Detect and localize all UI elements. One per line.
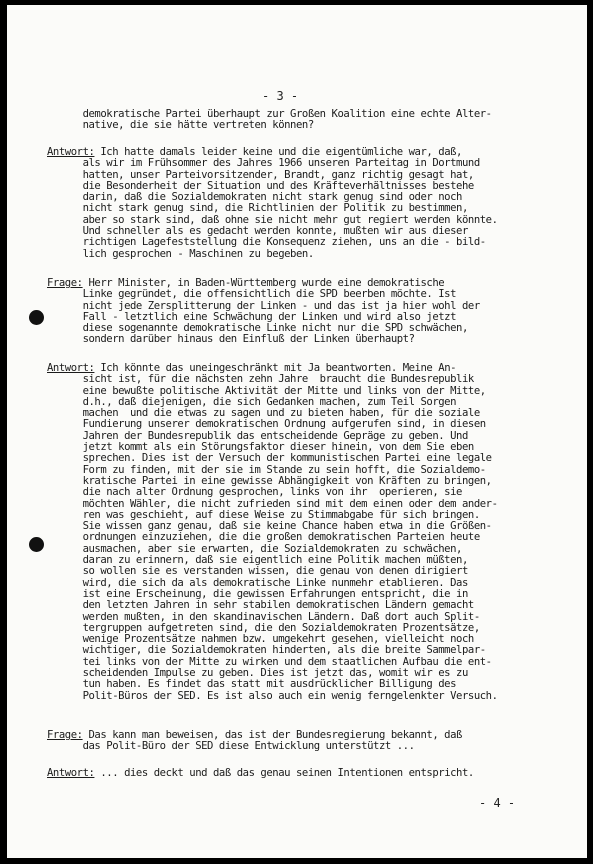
line-text: scheidenden Impulse zu geben. Dies ist jetzt das, womit wir es zu bbox=[47, 667, 468, 680]
line-text: Fundierung unserer demokratischen Ordnung aufgerufen sind, in diesen bbox=[47, 418, 486, 431]
line-text: den letzten Jahren in sehr stabilen demokratischen Ländern gemacht bbox=[47, 599, 474, 612]
speaker-label: Frage: bbox=[47, 277, 83, 289]
line-text: aber so stark sind, daß ohne sie nicht mehr gut regiert werden könnte. bbox=[47, 213, 498, 226]
line-text: ordnungen einzuziehen, die die großen demokratischen Parteien heute bbox=[47, 531, 480, 544]
line-text: Form zu finden, mit der sie im Stande zu sein hofft, die Sozialdemo- bbox=[47, 463, 486, 476]
line-text: sicht ist, für die nächsten zehn Jahre braucht die Bundesrepublik bbox=[47, 373, 474, 386]
line-text: als wir im Frühsommer des Jahres 1966 unseren Parteitag in Dortmund bbox=[47, 157, 480, 170]
line-text: Polit-Büros der SED. Es ist also auch ein wenig ferngelenkter Versuch. bbox=[47, 689, 498, 702]
line-text: wird, die sich da als demokratische Linke nunmehr etablieren. Das bbox=[47, 576, 468, 589]
section-answer-3 bbox=[47, 768, 567, 779]
line-text: tei links von der Mitte zu wirken und dem staatlichen Aufbau die ent- bbox=[47, 655, 492, 668]
section-answer-2 bbox=[47, 363, 567, 702]
text-line bbox=[47, 768, 567, 779]
page-number-top: - 3 - bbox=[262, 89, 299, 103]
line-text: die Besonderheit der Situation und des Kräfteverhältnisses bestehe bbox=[47, 179, 474, 192]
line-text: ist eine Erscheinung, die gewissen Erfahrungen entspricht, die in bbox=[47, 587, 468, 600]
line-text: Sie wissen ganz genau, daß sie keine Chance haben etwa in die Größen- bbox=[47, 520, 492, 533]
punch-hole-bottom bbox=[29, 537, 44, 552]
line-text: richtigen Lagefeststellung die Konsequenz ziehen, uns an die - bild- bbox=[47, 236, 486, 249]
page-number-bottom: - 4 - bbox=[479, 796, 516, 810]
text-line bbox=[47, 691, 567, 702]
section-question-3 bbox=[47, 730, 567, 753]
line-text: demokratische Partei überhaupt zur Großen Koalition eine echte Alter- bbox=[47, 108, 492, 120]
line-text: native, die sie hätte vertreten können? bbox=[47, 119, 314, 132]
line-text: tergruppen aufgetreten sind, die den Sozialdemokraten Prozentsätze, bbox=[47, 621, 480, 634]
line-text: die nach alter Ordnung gesprochen, links von ihr operieren, sie bbox=[47, 486, 462, 499]
line-text: sprechen. Dies ist der Versuch der kommunistischen Partei eine legale bbox=[47, 452, 492, 465]
line-text: Linke gegründet, die offensichtlich die SPD beerben möchte. Ist bbox=[47, 288, 457, 301]
section-answer-1 bbox=[47, 147, 567, 260]
text-line bbox=[47, 120, 567, 131]
punch-hole-top bbox=[29, 310, 44, 325]
document-page bbox=[7, 5, 587, 858]
line-text: d.h., daß diejenigen, die sich Gedanken machen, zum Teil Sorgen bbox=[47, 395, 457, 408]
section-question-2 bbox=[47, 278, 567, 346]
line-text: Das kann man beweisen, das ist der Bundesregierung bekannt, daß bbox=[82, 729, 462, 741]
line-text: ausmachen, aber sie erwarten, die Sozialdemokraten zu schwächen, bbox=[47, 542, 462, 555]
text-line bbox=[47, 334, 567, 345]
line-text: Herr Minister, in Baden-Württemberg wurde eine demokratische bbox=[82, 277, 445, 289]
line-text: werden mußten, in den skandinavischen Ländern. Daß dort auch Split- bbox=[47, 610, 480, 623]
line-text: wichtiger, die Sozialdemokraten hinderten, als die breite Sammelpar- bbox=[47, 644, 486, 657]
line-text: diese sogenannte demokratische Linke nicht nur die SPD schwächen, bbox=[47, 322, 468, 335]
line-text: wenige Prozentsätze nahmen bzw. umgekehrt gesehen, vielleicht noch bbox=[47, 633, 474, 646]
line-text: darin, daß die Sozialdemokraten nicht stark genug sind oder noch bbox=[47, 191, 462, 204]
speaker-label: Antwort: bbox=[47, 146, 95, 158]
line-text: sondern darüber hinaus den Einfluß der Linken überhaupt? bbox=[47, 333, 415, 346]
line-text: eine bewußte politische Aktivität der Mitte und links von der Mitte, bbox=[47, 384, 486, 397]
line-text: so wollen sie es verstanden wissen, die genau von denen dirigiert bbox=[47, 565, 468, 578]
line-text: nicht stark genug sind, die Richtlinien der Politik zu bestimmen, bbox=[47, 202, 468, 215]
line-text: ren was geschieht, auf diese Weise zu Stimmabgabe für sich bringen. bbox=[47, 508, 480, 521]
line-text: das Polit-Büro der SED diese Entwicklung unterstützt ... bbox=[47, 740, 415, 753]
line-text: kratische Partei in eine gewisse Abhängigkeit von Kräften zu bringen, bbox=[47, 474, 492, 487]
line-text: ... dies deckt und daß das genau seinen Intentionen entspricht. bbox=[94, 767, 474, 779]
speaker-label: Antwort: bbox=[47, 362, 95, 374]
text-line bbox=[47, 741, 567, 752]
text-line bbox=[47, 249, 567, 260]
section-question-end bbox=[47, 109, 567, 132]
line-text: jetzt kommt als ein Störungsfaktor dieser hinein, von dem Sie eben bbox=[47, 441, 474, 454]
line-text: hatten, unser Parteivorsitzender, Brandt, ganz richtig gesagt hat, bbox=[47, 168, 474, 181]
speaker-label: Antwort: bbox=[47, 767, 95, 779]
speaker-label: Frage: bbox=[47, 729, 83, 741]
line-text: Ich hatte damals leider keine und die eigentümliche war, daß, bbox=[94, 146, 462, 158]
line-text: lich gesprochen - Maschinen zu begeben. bbox=[47, 247, 314, 260]
line-text: möchten Wähler, die nicht zufrieden sind mit dem einen oder dem ander- bbox=[47, 497, 498, 510]
line-text: machen und die etwas zu sagen und zu bieten haben, für die soziale bbox=[47, 407, 480, 420]
line-text: Ich könnte das uneingeschränkt mit Ja beantworten. Meine An- bbox=[94, 362, 457, 374]
line-text: tun haben. Es findet das statt mit ausdrücklicher Billigung des bbox=[47, 678, 457, 691]
line-text: Fall - letztlich eine Schwächung der Linken und wird also jetzt bbox=[47, 310, 457, 323]
line-text: nicht jede Zersplitterung der Linken - und das ist ja hier wohl der bbox=[47, 299, 480, 312]
line-text: daran zu erinnern, daß sie eigentlich eine Politik machen müßten, bbox=[47, 554, 468, 567]
line-text: Jahren der Bundesrepublik das entscheidende Gepräge zu geben. Und bbox=[47, 429, 468, 442]
line-text: Und schneller als es gedacht werden konnte, mußten wir aus dieser bbox=[47, 225, 468, 238]
